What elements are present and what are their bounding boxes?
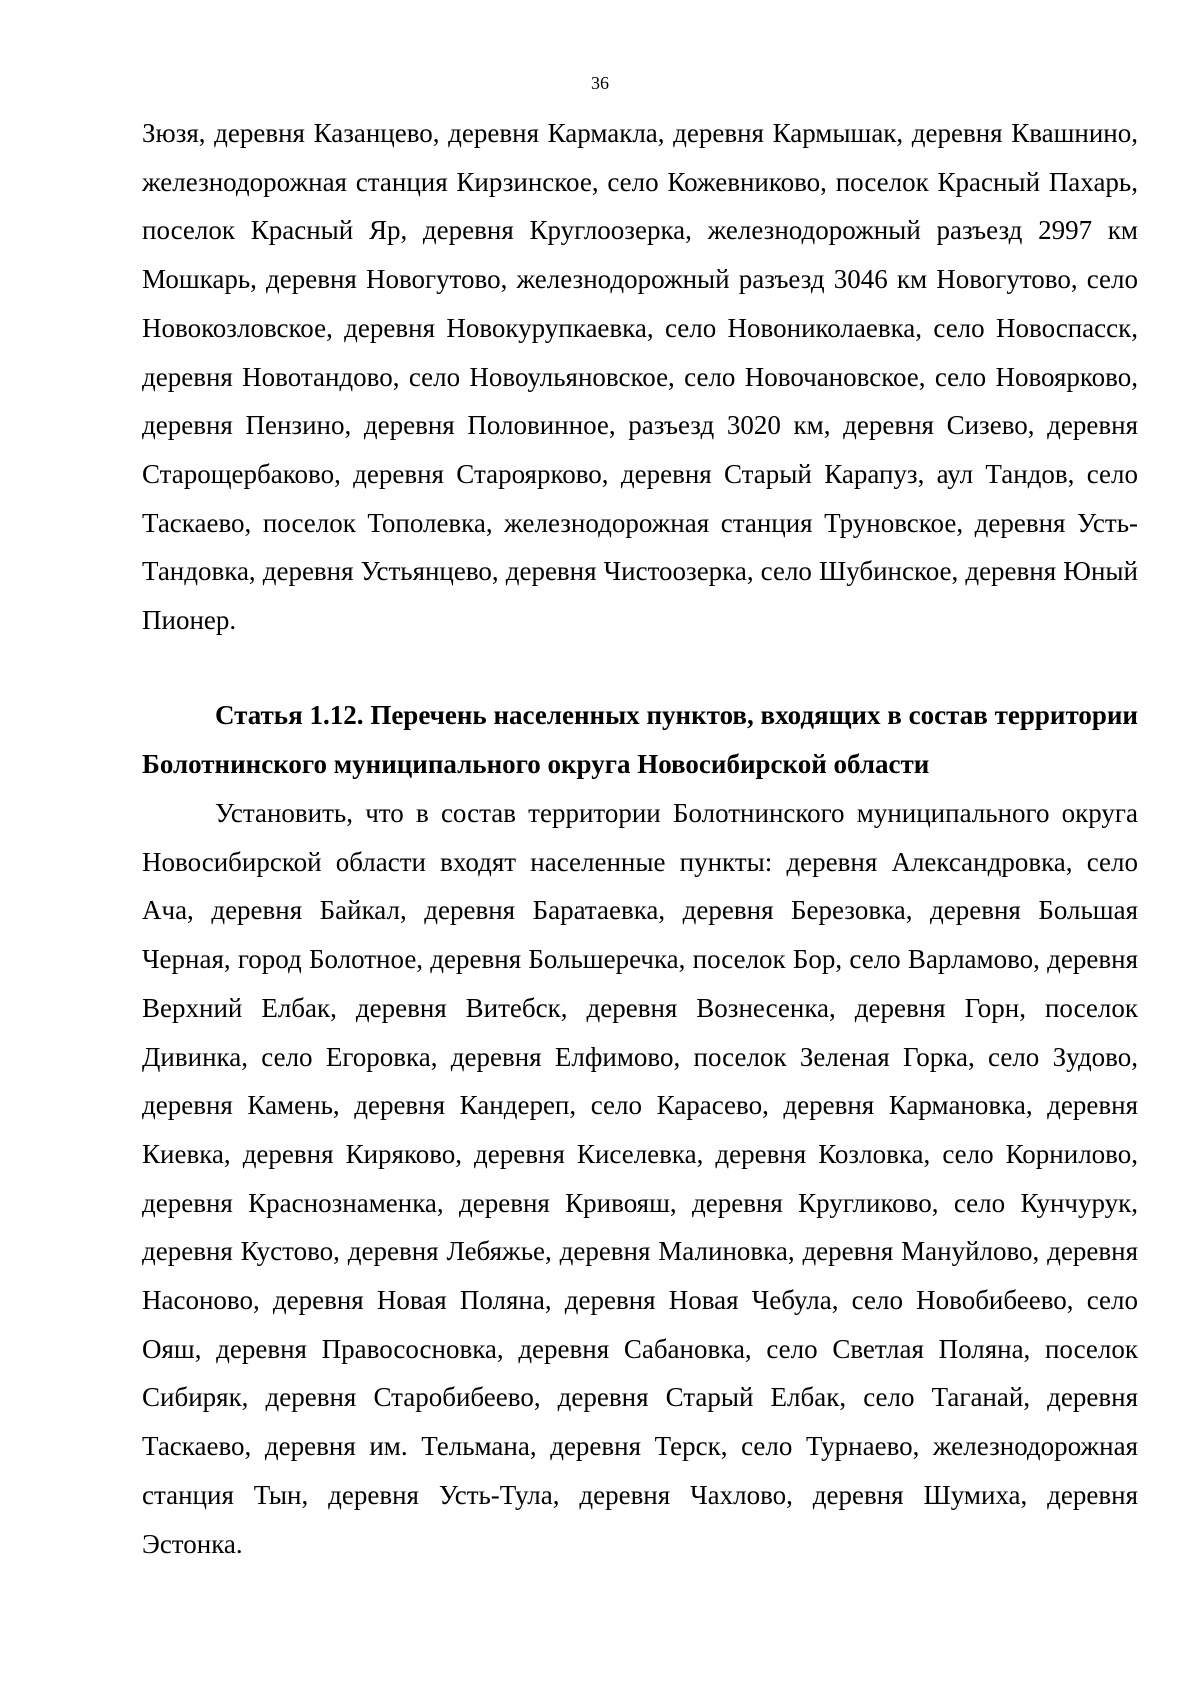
page-number: 36 xyxy=(591,73,609,93)
continued-paragraph: Зюзя, деревня Казанцево, деревня Кармакла, деревня Кармышак, деревня Квашнино, железнодорожная станция Кирзинское, село Кожевниково, поселок Красный Пахарь, поселок Красный Яр, деревня Круглоозерка, железнодорожный разъезд 2997 км Мошкарь, деревня Новогутово, железнодорожный разъезд 3046 км Новогутово, село Новокозловское, деревня Новокурупкаевка, село Новониколаевка, село Новоспасск, деревня Новотандово, село Новоульяновское, село Новочановское, село Новоярково, деревня Пензино, деревня Половинное, разъезд 3020 км, деревня Сизево, деревня Старощербаково, деревня Староярково, деревня Старый Карапуз, аул Тандов, село Таскаево, поселок Тополевка, железнодорожная станция Труновское, деревня Усть-Тандовка, деревня Устьянцево, деревня Чистоозерка, село Шубинское, деревня Юный Пионер. xyxy=(142,118,1138,636)
article-body: Установить, что в состав территории Болотнинского муниципального округа Новосибирской области входят населенные пункты: деревня Александровка, село Ача, деревня Байкал, деревня Баратаевка, деревня Березовка, деревня Большая Черная, город Болотное, деревня Большеречка, поселок Бор, село Варламово, деревня Верхний Елбак, деревня Витебск, деревня Вознесенка, деревня Горн, поселок Дивинка, село Егоровка, деревня Елфимово, поселок Зеленая Горка, село Зудово, деревня Камень, деревня Кандереп, село Карасево, деревня Кармановка, деревня Киевка, деревня Киряково, деревня Киселевка, деревня Козловка, село Корнилово, деревня Краснознаменка, деревня Кривояш, деревня Кругликово, село Кунчурук, деревня Кустово, деревня Лебяжье, деревня Малиновка, деревня Мануйлово, деревня Насоново, деревня Новая Поляна, деревня Новая Чебула, село Новобибеево, село Ояш, деревня Правососновка, деревня Сабановка, село Светлая Поляна, поселок Сибиряк, деревня Старобибеево, деревня Старый Елбак, село Таганай, деревня Таскаево, деревня им. Тельмана, деревня Терск, село Турнаево, железнодорожная станция Тын, деревня Усть-Тула, деревня Чахлово, деревня Шумиха, деревня Эстонка. xyxy=(142,798,1138,1559)
article-heading: Статья 1.12. Перечень населенных пунктов, входящих в состав территории Болотнинского муниципального округа Новосибирской области xyxy=(142,700,1138,779)
